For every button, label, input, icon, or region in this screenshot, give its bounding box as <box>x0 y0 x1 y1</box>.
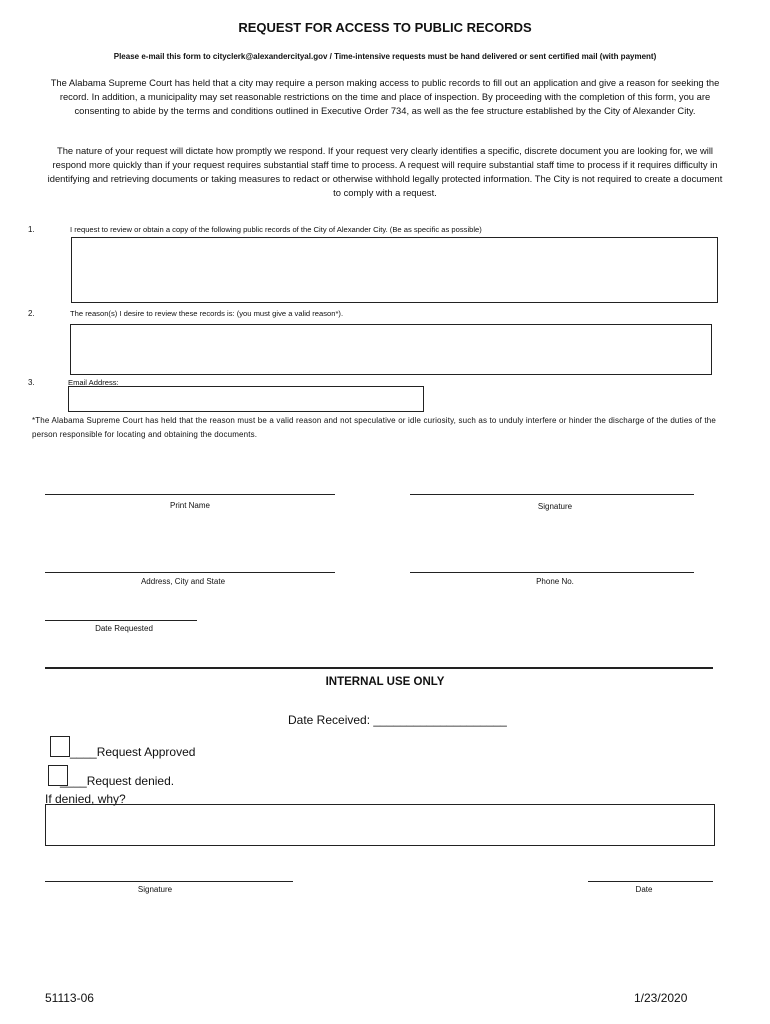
signature-caption: Signature <box>537 502 573 511</box>
question-1-label: I request to review or obtain a copy of the following public records of the City of Alexander City. (Be as specific as possible) <box>70 225 482 234</box>
date-received-field[interactable]: Date Received: ____________________ <box>288 713 507 727</box>
section-divider <box>45 667 713 669</box>
internal-date-line[interactable] <box>588 881 713 882</box>
signature-line[interactable] <box>410 494 694 495</box>
denied-label: ____Request denied. <box>60 774 175 788</box>
email-field[interactable] <box>68 386 424 412</box>
date-requested-caption: Date Requested <box>95 624 153 633</box>
question-2-number: 2. <box>28 309 35 318</box>
address-caption: Address, City and State <box>140 577 226 586</box>
print-name-caption: Print Name <box>169 501 210 510</box>
records-requested-field[interactable] <box>71 237 718 303</box>
date-requested-line[interactable] <box>45 620 197 621</box>
intro-paragraph-2: The nature of your request will dictate how promptly we respond. If your request very clearly identifies a specific, discrete document you are looking for, we will respond more quickly than if your request requires substantial staff time to process. A request will require substantial staff time to process if it requires difficulty in identifying and retrieving documents or taking measures to redact or otherwise withhold legally protected information. The City is not required to create a document to comply with a request. <box>47 145 723 198</box>
internal-date-caption: Date <box>635 885 653 894</box>
phone-line[interactable] <box>410 572 694 573</box>
question-3-label: Email Address: <box>68 378 119 387</box>
intro-paragraph-1: The Alabama Supreme Court has held that a city may require a person making access to public records to fill out an application and give a reason for seeking the record. In addition, a municipality may set reasonable restrictions on the time and place of inspection. By proceeding with the completion of this form, you are consenting to abide by the terms and conditions outlined in Executive Order 734, as well as the fee structure established by the City of Alexander City. <box>50 77 720 116</box>
print-name-line[interactable] <box>45 494 335 495</box>
form-subtitle: Please e-mail this form to cityclerk@alexandercityal.gov / Time-intensive requests must be hand delivered or sent certified mail (with payment) <box>113 52 657 61</box>
phone-caption: Phone No. <box>536 577 574 586</box>
footnote: *The Alabama Supreme Court has held that the reason must be a valid reason and not speculative or idle curiosity, such as to unduly interfere or hinder the discharge of the duties of the person responsible for locating and obtaining the documents. <box>32 416 716 439</box>
form-title: REQUEST FOR ACCESS TO PUBLIC RECORDS <box>238 20 532 35</box>
internal-signature-caption: Signature <box>137 885 173 894</box>
internal-signature-line[interactable] <box>45 881 293 882</box>
question-3-number: 3. <box>28 378 35 387</box>
address-line[interactable] <box>45 572 335 573</box>
internal-use-heading: INTERNAL USE ONLY <box>325 676 445 688</box>
question-2-label: The reason(s) I desire to review these records is: (you must give a valid reason*). <box>70 309 344 318</box>
question-1-number: 1. <box>28 225 35 234</box>
denial-reason-field[interactable] <box>45 804 715 846</box>
reason-field[interactable] <box>70 324 712 375</box>
revision-date: 1/23/2020 <box>634 991 688 1005</box>
approved-checkbox[interactable] <box>50 736 70 757</box>
approved-label: ____Request Approved <box>70 745 196 759</box>
if-denied-label: If denied, why? <box>45 792 126 806</box>
form-number: 51113-06 <box>45 991 94 1005</box>
